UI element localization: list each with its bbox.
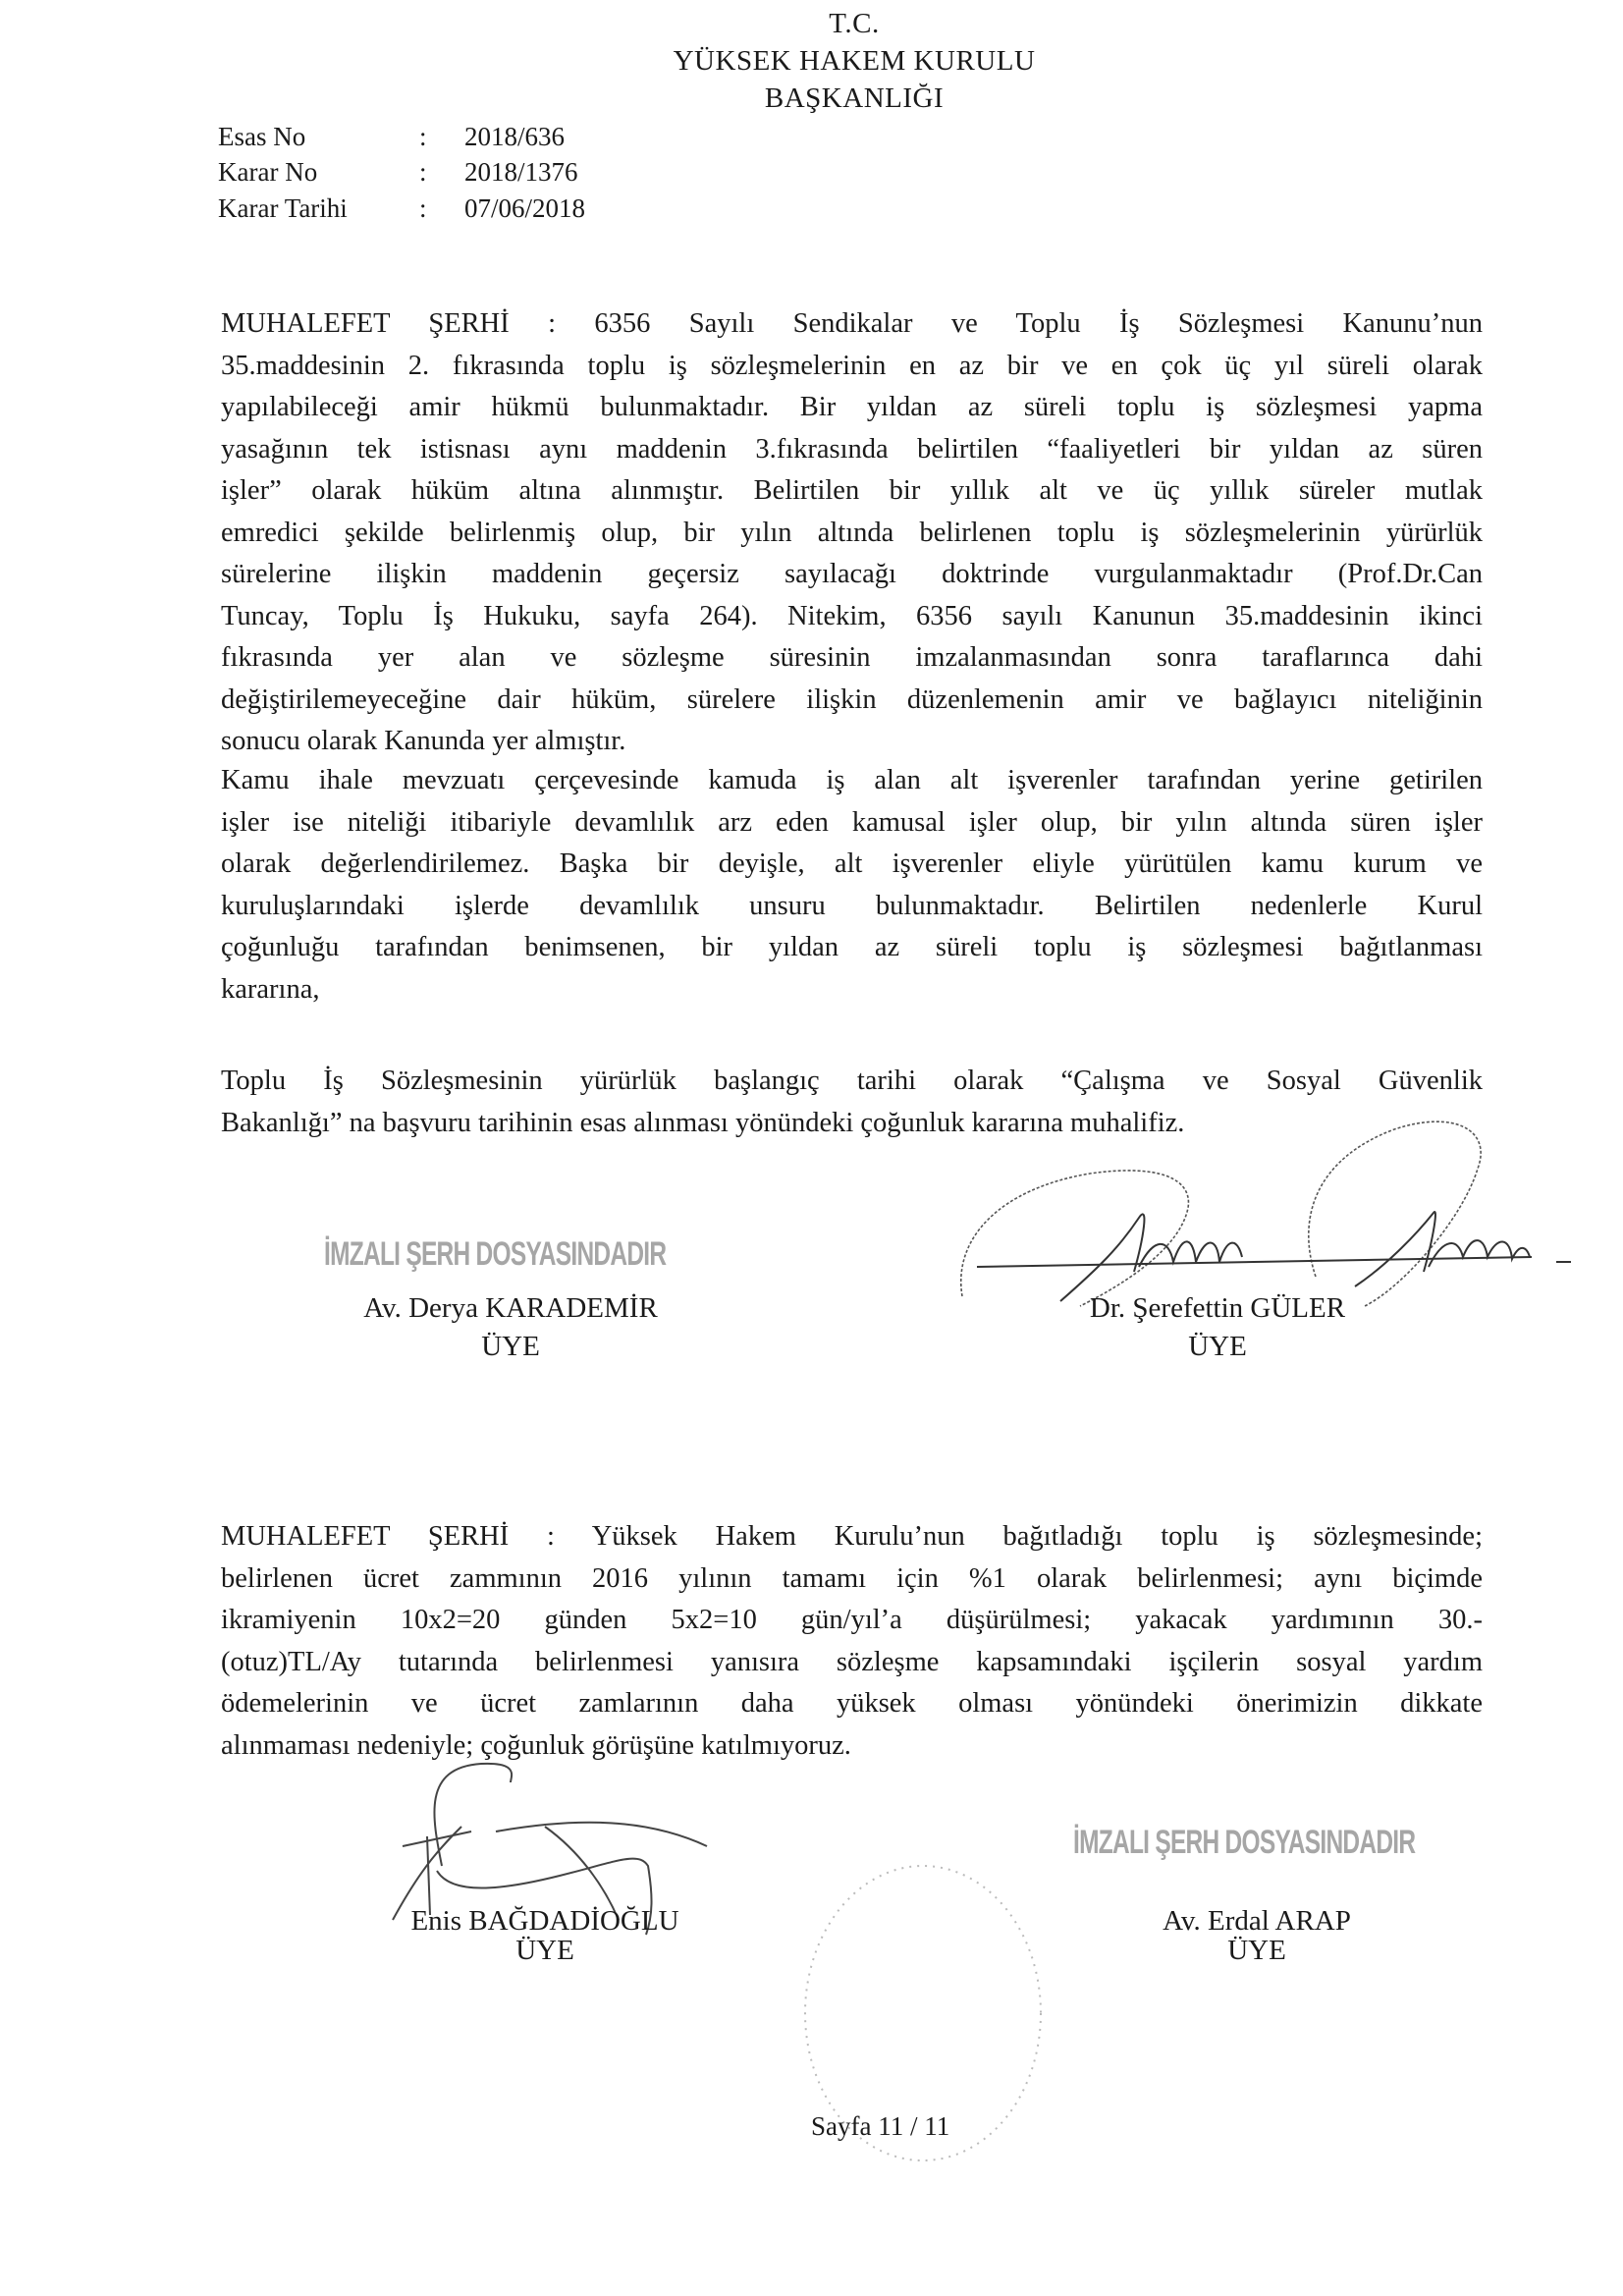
signatory-role: ÜYE <box>1227 1935 1286 1966</box>
signed-opinion-stamp: İMZALI ŞERH DOSYASINDADIR <box>324 1235 667 1273</box>
text-line: sonucu olarak Kanunda yer almıştır. <box>221 726 626 756</box>
dissent-opinion-1 <box>221 303 1483 763</box>
signatory-role: ÜYE <box>481 1331 540 1362</box>
signatory-role: ÜYE <box>1188 1331 1247 1362</box>
text-line: (otuz)TL/Ay tutarında belirlenmesi yanısıra sözleşme kapsamındaki işçilerin sosyal yardım <box>221 1646 1483 1677</box>
text-line: yapılabileceği amir hükmü bulunmaktadır. Bir yıldan az süreli toplu iş sözleşmesi yapma <box>221 392 1483 422</box>
text-line: yasağının tek istisnası aynı maddenin 3.fıkrasında belirtilen “faaliyetleri bir yıldan az süren <box>221 433 1483 465</box>
page-number: Sayfa 11 / 11 <box>811 2111 950 2141</box>
text-line: MUHALEFET ŞERHİ : 6356 Sayılı Sendikalar ve Toplu İş Sözleşmesi Kanunu’nun <box>221 308 1483 339</box>
meta-label: Karar No <box>218 157 318 187</box>
text-line: sürelerine ilişkin maddenin geçersiz sayılacağı doktrinde vurgulanmaktadır (Prof.Dr.Can <box>221 559 1483 589</box>
header-tc: T.C. <box>829 8 880 39</box>
text-line: değiştirilemeyeceğine dair hüküm, sürelere ilişkin düzenlemenin amir ve bağlayıcı niteliğinin <box>221 683 1483 715</box>
signatory-name: Dr. Şerefettin GÜLER <box>1089 1292 1346 1324</box>
text-line: fıkrasında yer alan ve sözleşme süresinin imzalanmasından sonra taraflarınca dahi <box>221 642 1483 673</box>
dissent-opinion-2 <box>221 760 1483 1011</box>
text-line: Bakanlığı” na başvuru tarihinin esas alınması yönündeki çoğunluk kararına muhalifiz. <box>221 1107 1185 1138</box>
signed-opinion-stamp: İMZALI ŞERH DOSYASINDADIR <box>1073 1824 1416 1861</box>
meta-value: 2018/1376 <box>464 157 578 187</box>
text-line: Kamu ihale mevzuatı çerçevesinde kamuda iş alan alt işverenler tarafından yerine getirilen <box>221 765 1483 795</box>
text-line: çoğunluğu tarafından benimsenen, bir yıldan az süreli toplu iş sözleşmesi bağıtlanması <box>221 932 1483 962</box>
meta-label: Karar Tarihi <box>218 193 348 223</box>
text-line: MUHALEFET ŞERHİ : Yüksek Hakem Kurulu’nun bağıtladığı toplu iş sözleşmesinde; <box>221 1521 1483 1552</box>
text-line: olarak değerlendirilemez. Başka bir deyişle, alt işverenler eliyle yürütülen kamu kurum ve <box>221 848 1483 879</box>
meta-sep: : <box>419 157 427 187</box>
text-line: kararına, <box>221 973 320 1005</box>
meta-row-esas-no <box>218 124 565 150</box>
meta-sep: : <box>419 122 427 151</box>
header-institution: YÜKSEK HAKEM KURULU <box>673 45 1036 77</box>
meta-label: Esas No <box>218 122 306 151</box>
text-line: Toplu İş Sözleşmesinin yürürlük başlangıç tarihi olarak “Çalışma ve Sosyal Güvenlik <box>221 1066 1483 1096</box>
text-line: işler ise niteliği itibariyle devamlılık arz eden kamusal işler olup, bir yılın altında süren işler <box>221 806 1483 838</box>
text-line: işler” olarak hüküm altına alınmıştır. Belirtilen bir yıllık alt ve üç yıllık süreler mutlak <box>221 475 1483 506</box>
text-line: Tuncay, Toplu İş Hukuku, sayfa 264). Nitekim, 6356 sayılı Kanunun 35.maddesinin ikinci <box>221 600 1483 631</box>
signatory-name: Enis BAĞDADİOĞLU <box>410 1905 679 1937</box>
signatory-role: ÜYE <box>515 1935 574 1966</box>
signatory-name: Av. Erdal ARAP <box>1163 1905 1351 1937</box>
header-presidency: BAŞKANLIĞI <box>764 82 945 114</box>
meta-row-karar-tarihi <box>218 195 585 222</box>
meta-value: 07/06/2018 <box>464 193 586 223</box>
signatory-name: Av. Derya KARADEMİR <box>363 1292 658 1324</box>
text-line: belirlenen ücret zammının 2016 yılının tamamı için %1 olarak belirlenmesi; aynı biçimde <box>221 1562 1483 1594</box>
meta-value: 2018/636 <box>464 122 566 151</box>
text-line: alınmaması nedeniyle; çoğunluk görüşüne katılmıyoruz. <box>221 1729 851 1761</box>
text-line: 35.maddesinin 2. fıkrasında toplu iş sözleşmelerinin en az bir ve en çok üç yıl süreli olarak <box>221 350 1483 381</box>
text-line: kuruluşlarındaki işlerde devamlılık unsuru bulunmaktadır. Belirtilen nedenlerle Kurul <box>221 890 1483 921</box>
text-line: ikramiyenin 10x2=20 günden 5x2=10 gün/yıl’a düşürülmesi; yakacak yardımının 30.- <box>221 1605 1483 1635</box>
meta-row-karar-no <box>218 159 578 186</box>
text-line: ödemelerinin ve ücret zamlarının daha yüksek olması yönündeki önerimizin dikkate <box>221 1688 1483 1719</box>
text-line: emredici şekilde belirlenmiş olup, bir yılın altında belirlenen toplu iş sözleşmelerinin yürürlük <box>221 517 1483 548</box>
dissent-opinion-4 <box>221 1516 1483 1767</box>
meta-sep: : <box>419 193 427 223</box>
